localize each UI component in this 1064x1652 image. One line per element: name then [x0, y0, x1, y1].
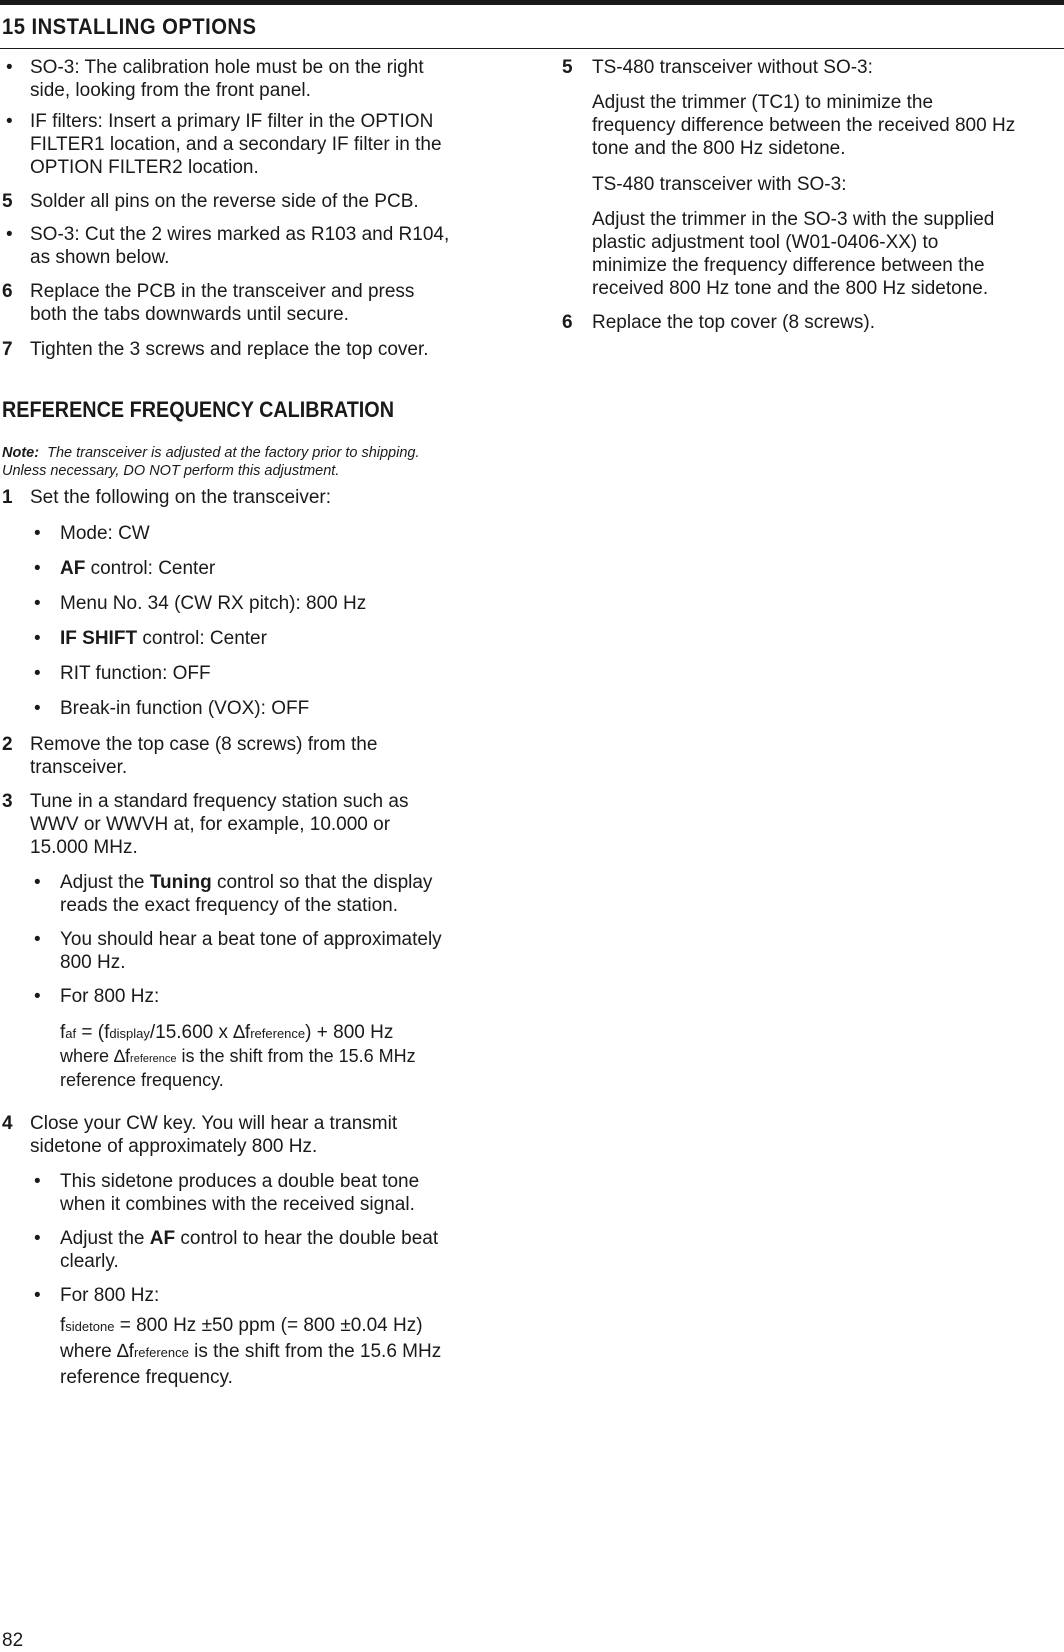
for-800hz-label: For 800 Hz:: [60, 986, 160, 1007]
step-number: 6: [562, 312, 573, 333]
bullet-marker: •: [34, 593, 41, 614]
bullet-marker: •: [34, 986, 41, 1007]
sidetone-formula: fsidetone = 800 Hz ±50 ppm (= 800 ±0.04 Hz): [60, 1315, 423, 1336]
step-number: 4: [2, 1113, 13, 1134]
without-so3-instruction: Adjust the trimmer (TC1) to minimize the frequency difference between the received 800 Hz tone and the 800 Hz sidetone.: [592, 92, 1016, 159]
step-7-text: Tighten the 3 screws and replace the top cover.: [30, 339, 429, 360]
step-6-text: Replace the PCB in the transceiver and press both the tabs downwards until secure.: [30, 281, 415, 325]
sidetone-formula-where-line2: reference frequency.: [60, 1367, 233, 1388]
sidetone-formula-where: where ∆freference is the shift from the 15.6 MHz: [60, 1341, 442, 1362]
section-title: REFERENCE FREQUENCY CALIBRATION: [2, 397, 394, 422]
note: Note: The transceiver is adjusted at the factory prior to shipping. Unless necessary, DO NOT perform this adjustment.: [2, 445, 420, 479]
bullet-marker: •: [34, 929, 41, 950]
bullet-marker: •: [34, 663, 41, 684]
with-so3-instruction: Adjust the trimmer in the SO-3 with the supplied plastic adjustment tool (W01-0406-XX) to minimize the frequency difference between the received 800 Hz tone and the 800 Hz sidetone.: [592, 209, 995, 299]
tuning-bullet: Adjust the Tuning control so that the display reads the exact frequency of the station.: [60, 872, 433, 916]
step-number: 3: [2, 791, 13, 812]
setting-af: AF control: Center: [60, 558, 216, 579]
bullet-marker: •: [34, 558, 41, 579]
chapter-title: 15 INSTALLING OPTIONS: [2, 14, 257, 39]
af-formula-where-line2: reference frequency.: [60, 1070, 224, 1090]
setting-if-shift: IF SHIFT control: Center: [60, 628, 267, 649]
for-800hz-label: For 800 Hz:: [60, 1285, 160, 1306]
bullet-marker: •: [34, 1171, 41, 1192]
step-number: 1: [2, 487, 13, 508]
page-number: 82: [2, 1630, 24, 1651]
without-so3-heading: TS-480 transceiver without SO-3:: [592, 57, 873, 78]
setting-menu-34: Menu No. 34 (CW RX pitch): 800 Hz: [60, 593, 367, 614]
bullet-marker: •: [34, 523, 41, 544]
af-formula: faf = (fdisplay/15.600 x ∆freference) + 800 Hz: [60, 1022, 394, 1043]
bullet-so3-cut-wires: SO-3: Cut the 2 wires marked as R103 and R104, as shown below.: [30, 224, 450, 268]
bullet-marker: •: [34, 628, 41, 649]
setting-break-in: Break-in function (VOX): OFF: [60, 698, 310, 719]
step-5-text: Solder all pins on the reverse side of the PCB.: [30, 191, 419, 212]
step-number: 2: [2, 734, 13, 755]
bullet-marker: •: [6, 224, 13, 245]
step-number: 5: [562, 57, 573, 78]
bullet-marker: •: [34, 698, 41, 719]
page-header: [0, 10, 1064, 49]
bullet-marker: •: [34, 1285, 41, 1306]
step-number: 6: [2, 281, 13, 302]
replace-top-cover-text: Replace the top cover (8 screws).: [592, 312, 876, 333]
af-formula-where: where ∆freference is the shift from the 15.6 MHz: [60, 1046, 416, 1066]
note-label: Note:: [2, 445, 40, 461]
top-rule: [0, 0, 1064, 5]
bullet-marker: •: [34, 1228, 41, 1249]
step-number: 5: [2, 191, 13, 212]
cal-step-2-text: Remove the top case (8 screws) from the transceiver.: [30, 734, 378, 778]
setting-mode: Mode: CW: [60, 523, 150, 544]
cal-step-4-text: Close your CW key. You will hear a transmit sidetone of approximately 800 Hz.: [30, 1113, 398, 1157]
bullet-marker: •: [6, 111, 13, 132]
af-adjust-bullet: Adjust the AF control to hear the double beat clearly.: [60, 1228, 439, 1272]
bullet-if-filters: IF filters: Insert a primary IF filter in the OPTION FILTER1 location, and a secondary IF filter in the OPTION FILTER2 location.: [30, 111, 442, 178]
bullet-marker: •: [6, 57, 13, 78]
setting-rit: RIT function: OFF: [60, 663, 211, 684]
beat-tone-bullet: You should hear a beat tone of approximately 800 Hz.: [60, 929, 442, 973]
with-so3-heading: TS-480 transceiver with SO-3:: [592, 174, 847, 195]
step-number: 7: [2, 339, 13, 360]
bullet-marker: •: [34, 872, 41, 893]
cal-step-3-text: Tune in a standard frequency station such as WWV or WWVH at, for example, 10.000 or 15.000 MHz.: [30, 791, 409, 858]
cal-step-1-text: Set the following on the transceiver:: [30, 487, 332, 508]
bullet-so3-calibration: SO-3: The calibration hole must be on the right side, looking from the front panel.: [30, 57, 424, 101]
double-beat-bullet: This sidetone produces a double beat tone when it combines with the received signal.: [60, 1171, 420, 1215]
